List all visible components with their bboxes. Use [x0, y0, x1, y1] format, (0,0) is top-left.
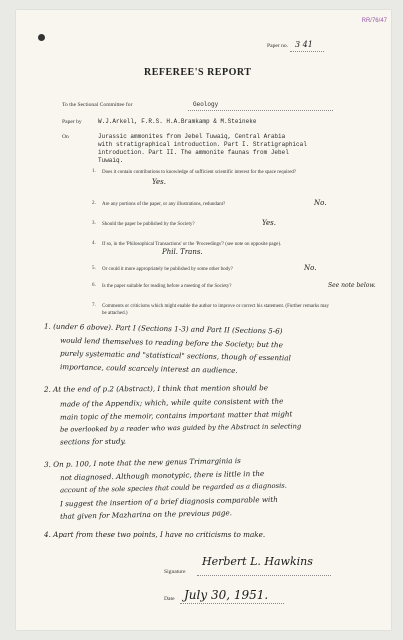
- comment-line-10: 3. On p. 100, I note that the new genus Trimarginia is: [43, 455, 241, 470]
- on-line-2: with stratigraphical introduction. Part I. Stratigraphical: [98, 141, 307, 148]
- on-line-1: Jurassic ammonites from Jebel Tuwaiq, Central Arabia: [98, 133, 286, 140]
- question-4-number: 4.: [92, 241, 96, 246]
- question-7-text: Comments or criticisms which might enable the author to improve or correct his statement. (Further remarks may be attached.): [102, 304, 330, 316]
- question-1-answer: Yes.: [152, 178, 166, 186]
- paper-number-line: [290, 51, 324, 52]
- referee-report-sheet: [16, 10, 391, 630]
- question-2-answer: No.: [314, 199, 327, 207]
- comment-line-7: main topic of the memoir, contains important matter that might: [59, 409, 293, 422]
- question-4-answer: Phil. Trans.: [162, 248, 203, 256]
- question-1-number: 1.: [92, 169, 96, 174]
- signature-value: Herbert L. Hawkins: [202, 555, 313, 568]
- comment-line-5: 2. At the end of p.2 (Abstract), I think that mention should be: [43, 383, 269, 394]
- page-title: REFEREE'S REPORT: [144, 67, 252, 78]
- question-6-number: 6.: [92, 283, 96, 288]
- question-3-number: 3.: [92, 221, 96, 226]
- question-1-text: Does it contain contributions to knowledge of sufficient scientific interest for the space required?: [102, 170, 297, 175]
- on-line-4: Tuwaiq.: [98, 157, 124, 164]
- date-value: July 30, 1951.: [184, 588, 269, 602]
- date-line: [180, 603, 284, 604]
- to-line: [188, 110, 333, 111]
- paper-by-value: W.J.Arkell, F.R.S. H.A.Bramkamp & M.Steineke: [98, 118, 257, 125]
- signature-line: [197, 575, 331, 576]
- question-4-text: If so, in the 'Philosophical Transactions' or the 'Proceedings'? (see note on opposite page).: [102, 242, 282, 247]
- paper-by-label: Paper by: [62, 119, 82, 125]
- date-label: Date: [164, 596, 175, 602]
- comment-line-12: account of the sole species that could be regarded as a diagnosis.: [59, 481, 287, 495]
- to-value: Geology: [193, 101, 219, 108]
- comment-line-6: made of the Appendix; which, while quite consistent with the: [59, 396, 284, 409]
- question-3-answer: Yes.: [262, 219, 276, 227]
- question-5-number: 5.: [92, 266, 96, 271]
- comment-line-13: I suggest the insertion of a brief diagnosis comparable with: [59, 494, 278, 509]
- question-2-text: Are any portions of the paper, or any illustrations, redundant?: [102, 202, 226, 207]
- on-line-3: introduction. Part II. The ammonite faunas from Jebel: [98, 149, 289, 156]
- comment-line-3: purely systematic and "statistical" sections, though of essential: [59, 348, 291, 363]
- signature-label: Signature: [164, 569, 186, 575]
- comment-line-9: sections for study.: [59, 436, 127, 447]
- question-5-answer: No.: [304, 264, 317, 272]
- comment-line-15: 4. Apart from these two points, I have no criticisms to make.: [44, 530, 266, 539]
- comment-line-1: 1. (under 6 above). Part I (Sections 1-3) and Part II (Sections 5-6): [43, 321, 283, 336]
- punch-hole: [38, 34, 45, 41]
- comment-line-11: not diagnosed. Although monotypic, there is little in the: [59, 468, 265, 483]
- to-label: To the Sectional Committee for: [62, 102, 133, 108]
- question-2-number: 2.: [92, 201, 96, 206]
- comment-line-4: importance, could scarcely interest an audience.: [59, 362, 238, 375]
- archive-stamp: RR/76/47: [361, 18, 387, 24]
- question-7-number: 7.: [92, 303, 96, 308]
- comment-line-2: would lend themselves to reading before the Society; but the: [59, 335, 283, 350]
- paper-number-value: 3 41: [295, 40, 313, 49]
- question-6-answer: See note below.: [328, 282, 376, 289]
- question-5-text: Or could it more appropriately be published by some other body?: [102, 267, 233, 272]
- paper-number-label: Paper no.: [267, 43, 289, 49]
- question-3-text: Should the paper be published by the Society?: [102, 222, 195, 227]
- on-label: On: [62, 134, 69, 140]
- comment-line-14: that given for Mazharina on the previous page.: [59, 508, 233, 521]
- question-6-text: Is the paper suitable for reading before a meeting of the Society?: [102, 284, 232, 289]
- comment-line-8: be overlooked by a reader who was guided by the Abstract in selecting: [59, 422, 302, 434]
